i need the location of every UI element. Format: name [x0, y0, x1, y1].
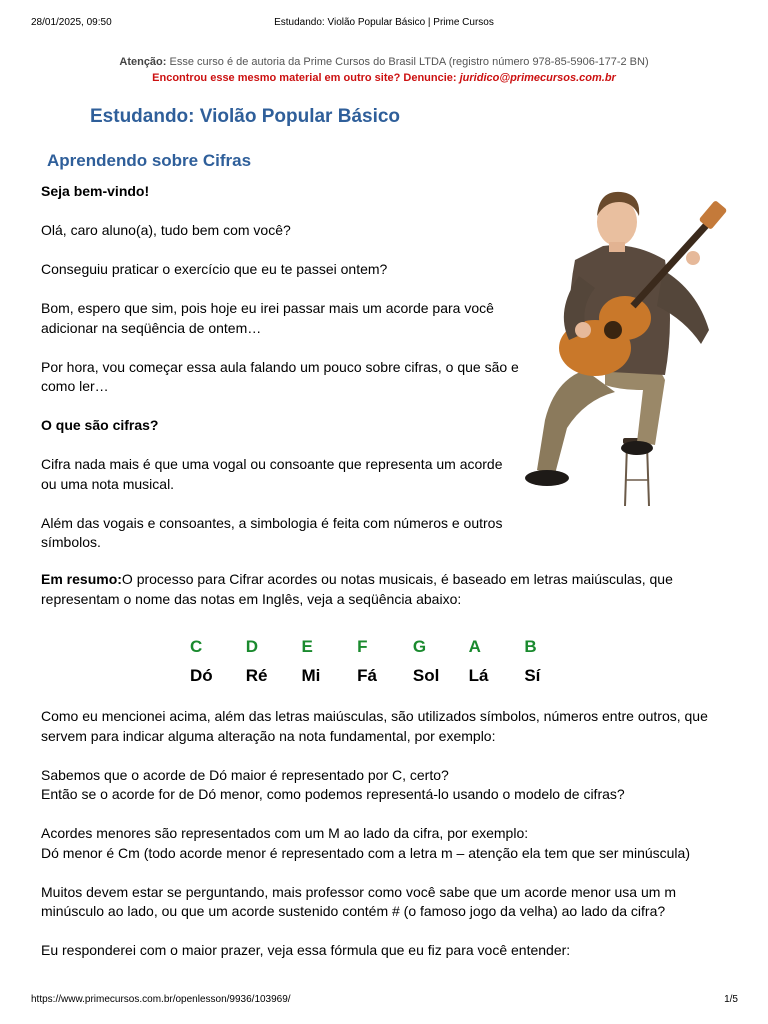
paragraph: Conseguiu praticar o exercício que eu te passei ontem? [41, 261, 388, 277]
paragraph: Por hora, vou começar essa aula falando um pouco sobre cifras, o que são e como ler… [41, 358, 519, 394]
note-names-row [190, 661, 580, 690]
print-page-title: Estudando: Violão Popular Básico | Prime Cursos [274, 17, 494, 28]
page-url: https://www.primecursos.com.br/openlesson/9936/103969/ [31, 994, 291, 1005]
paragraph: Bom, espero que sim, pois hoje eu irei passar mais um acorde para você adicionar na seqüência de ontem… [41, 300, 494, 336]
note-name: Lá [468, 665, 489, 685]
note-name: Mi [301, 665, 321, 685]
summary-label: Em resumo: [41, 571, 122, 587]
note-letter: F [357, 636, 368, 656]
print-datetime: 28/01/2025, 09:50 [31, 17, 112, 28]
course-title: Estudando: Violão Popular Básico [90, 106, 401, 127]
note-letter: A [468, 636, 481, 656]
guitarist-illustration [525, 180, 735, 510]
note-name: Ré [245, 665, 268, 685]
note-letter: E [301, 636, 313, 656]
paragraph: Muitos devem estar se perguntando, mais professor como você sabe que um acorde menor usa um m minúsculo ao lado, ou que um acorde sustenido contém # (o famoso jogo da velha) ao lado da cifra? [41, 883, 676, 919]
paragraph [41, 824, 741, 863]
paragraph: Eu responderei com o maior prazer, veja essa fórmula que eu fiz para você entender: [41, 942, 571, 958]
note-letters-row [190, 632, 580, 661]
body-text [41, 707, 741, 980]
notice-text: Esse curso é de autoria da Prime Cursos do Brasil LTDA (registro número 978-85-5906-177-2 BN) [166, 56, 649, 68]
note-letter: C [190, 636, 203, 656]
report-text: Encontrou esse mesmo material em outro site? Denuncie: [152, 72, 460, 84]
paragraph: Além das vogais e consoantes, a simbologia é feita com números e outros símbolos. [41, 514, 503, 550]
paragraph: Como eu mencionei acima, além das letras maiúsculas, são utilizados símbolos, números entre outros, que servem para indicar alguma alteração na nota fundamental, por exemplo: [41, 708, 708, 744]
intro-text [41, 182, 521, 572]
note-letter: D [245, 636, 258, 656]
welcome-text: Seja bem-vindo! [41, 183, 150, 199]
note-letter: B [524, 636, 537, 656]
paragraph-line: Então se o acorde for de Dó menor, como podemos representá-lo usando o modelo de cifras? [41, 786, 625, 802]
page-number: 1/5 [724, 994, 738, 1005]
note-name: Fá [357, 665, 377, 685]
summary-paragraph [41, 570, 731, 609]
summary-body: O processo para Cifrar acordes ou notas musicais, é baseado em letras maiúsculas, que representam o nome das notas em Inglês, veja a seqüência abaixo: [41, 571, 673, 607]
note-name: Sí [524, 665, 541, 685]
report-line [0, 70, 768, 86]
paragraph-line: Dó menor é Cm (todo acorde menor é representado com a letra m – atenção ela tem que ser minúscula) [41, 844, 690, 861]
paragraph: Cifra nada mais é que uma vogal ou consoante que representa um acorde ou uma nota musical. [41, 456, 503, 492]
report-email-link[interactable]: juridico@primecursos.com.br [459, 72, 616, 84]
notes-table [190, 632, 580, 690]
paragraph-line: Acordes menores são representados com um M ao lado da cifra, por exemplo: [41, 825, 529, 841]
subheading-what-are-chords: O que são cifras? [41, 417, 159, 433]
copyright-notice [0, 54, 768, 86]
notice-label: Atenção: [119, 56, 167, 68]
paragraph: Olá, caro aluno(a), tudo bem com você? [41, 222, 291, 238]
note-name: Dó [190, 665, 213, 685]
print-header [0, 17, 768, 31]
paragraph-line: Sabemos que o acorde de Dó maior é representado por C, certo? [41, 766, 449, 783]
note-letter: G [412, 636, 427, 656]
notice-line [0, 54, 768, 70]
section-title: Aprendendo sobre Cifras [47, 151, 252, 170]
summary-text [41, 570, 731, 609]
note-name: Sol [412, 665, 440, 685]
paragraph [41, 766, 741, 805]
